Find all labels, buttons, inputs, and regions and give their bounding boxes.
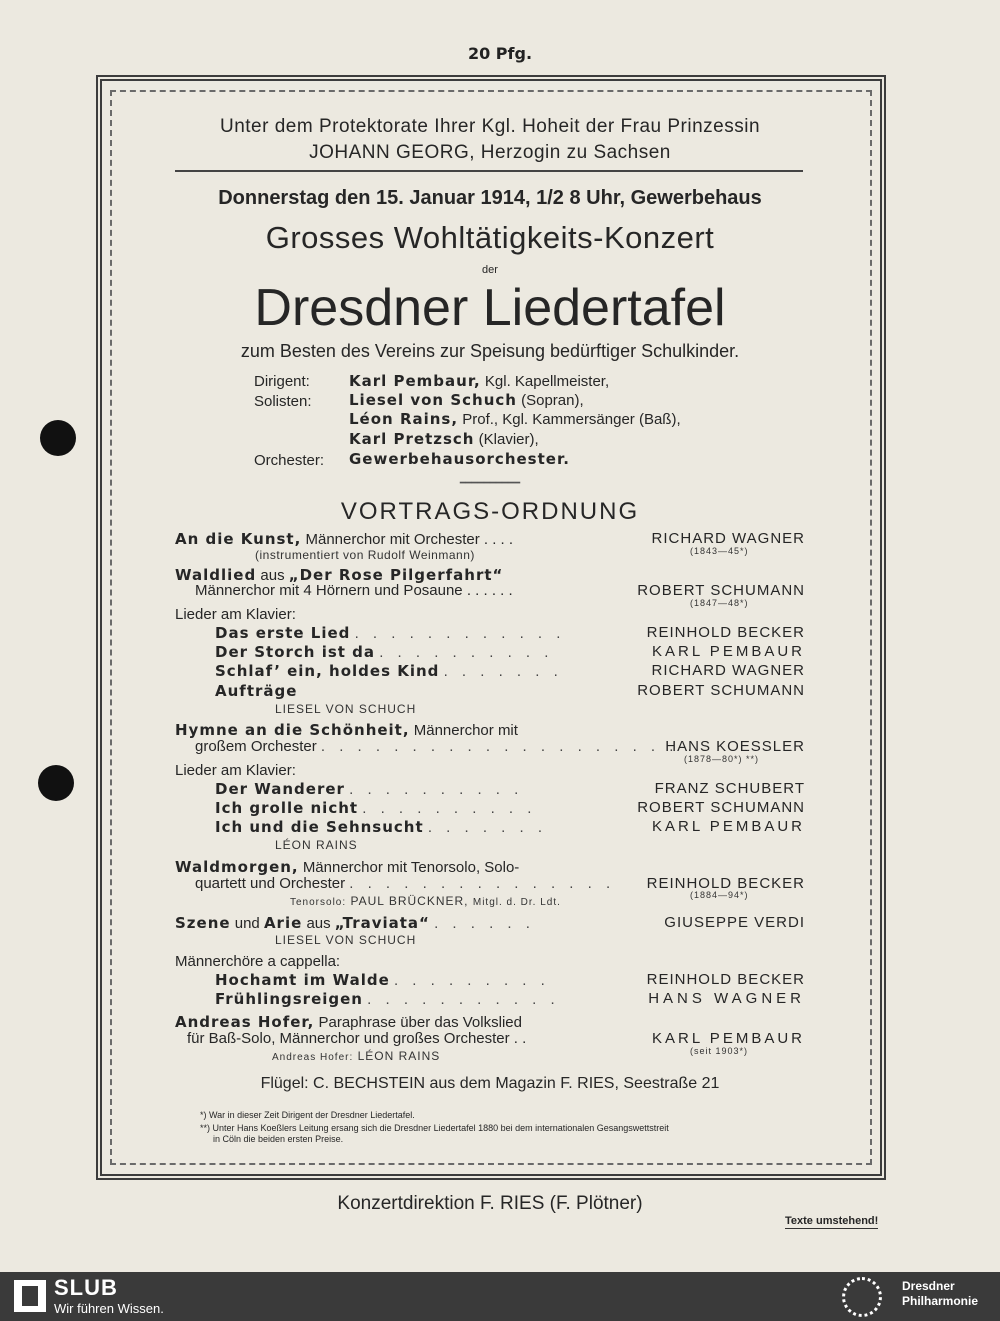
soloist-3-name: Karl Pretzsch xyxy=(349,430,475,448)
song-2c-title: Ich und die Sehnsucht xyxy=(215,818,424,836)
song-2b-dots: . . . . . . . . . . xyxy=(362,800,537,817)
program-item-5-dots: . . . . . . xyxy=(434,915,535,932)
program-item-4-text-2 xyxy=(195,875,615,892)
song-1a xyxy=(175,624,805,644)
song-1a-dots: . . . . . . . . . . . . xyxy=(354,625,566,642)
choir-heading: Männerchöre a cappella: xyxy=(175,953,341,970)
footer-bar xyxy=(0,1272,1000,1321)
soloist-2 xyxy=(349,410,681,428)
punch-hole-top xyxy=(40,420,76,456)
footnote-2a: **) Unter Hans Koeßlers Leitung ersang sich die Dresdner Liedertafel 1880 bei dem internationalen Gesangswettstreit xyxy=(200,1123,669,1133)
choir-2-dots: . . . . . . . . . . . xyxy=(367,991,560,1008)
program-item-6-composer: KARL PEMBAUR xyxy=(652,1030,805,1047)
song-2a-title: Der Wanderer xyxy=(215,780,345,798)
event-line: Donnerstag den 15. Januar 1914, 1/2 8 Uhr, Gewerbehaus xyxy=(218,187,762,209)
program-item-6-years: (seit 1903*) xyxy=(690,1046,749,1056)
texte-note: Texte umstehend! xyxy=(785,1215,879,1227)
ornament-divider: ━━━━━━━━━━ xyxy=(459,478,521,489)
song-2a xyxy=(175,780,805,800)
program-item-2-title: Waldlied xyxy=(175,566,257,584)
song-2a-text xyxy=(215,780,523,798)
program-item-5-composer: GIUSEPPE VERDI xyxy=(664,914,805,931)
singer-2: LÉON RAINS xyxy=(275,838,358,852)
slub-name: SLUB xyxy=(54,1275,118,1300)
program-item-6-desc1: Paraphrase über das Volkslied xyxy=(318,1014,522,1031)
program-item-1-composer: RICHARD WAGNER xyxy=(651,530,805,547)
program-item-4-text xyxy=(175,858,519,876)
song-1d-title xyxy=(215,682,297,700)
song-1c-text xyxy=(215,662,563,680)
tenor-note: Mitgl. d. Dr. Ldt. xyxy=(472,897,561,908)
choir-2-text xyxy=(215,990,560,1008)
song-2b xyxy=(175,799,805,819)
program-item-5-szene: Szene xyxy=(175,914,231,932)
role-label: Andreas Hofer: xyxy=(272,1052,354,1063)
lieder-heading-2: Lieder am Klavier: xyxy=(175,762,296,779)
philharmonie-line-2: Philharmonie xyxy=(902,1294,979,1308)
song-1d xyxy=(175,682,805,702)
program-item-3-text-2 xyxy=(195,738,697,755)
soloist-1-name: Liesel von Schuch xyxy=(349,391,517,409)
song-2b-text xyxy=(215,799,536,817)
dirigent xyxy=(349,372,609,390)
program-item-4-years: (1884—94*) xyxy=(690,890,749,900)
singer-3: LIESEL VON SCHUCH xyxy=(275,933,417,947)
song-2c-dots: . . . . . . . xyxy=(427,819,548,836)
program-item-3-desc1: Männerchor mit xyxy=(413,722,518,739)
patronage-line-1: Unter dem Protektorate Ihrer Kgl. Hoheit der Frau Prinzessin xyxy=(219,116,761,137)
song-1a-text xyxy=(215,624,565,642)
program-heading: VORTRAGS-ORDNUNG xyxy=(340,498,640,525)
philharmonie-line-1: Dresdner xyxy=(902,1279,955,1293)
program-item-4-tenor xyxy=(290,894,561,908)
program-item-3-composer: HANS KOESSLER xyxy=(665,738,805,755)
choir-1-dots: . . . . . . . . . xyxy=(393,972,550,989)
song-2a-dots: . . . . . . . . . . xyxy=(349,781,524,798)
footnote-1: *) War in dieser Zeit Dirigent der Dresdner Liedertafel. xyxy=(200,1110,415,1120)
song-1d-title-text: Aufträge xyxy=(215,682,298,700)
singer-1: LIESEL VON SCHUCH xyxy=(275,702,417,716)
song-1c xyxy=(175,662,805,682)
program-item-5 xyxy=(175,914,805,934)
program-item-3-years: (1878—80*) **) xyxy=(684,754,760,764)
purpose-line: zum Besten des Vereins zur Speisung bedürftiger Schulkinder. xyxy=(240,341,740,361)
program-item-6-title: Andreas Hofer, xyxy=(175,1013,315,1031)
dirigent-name: Karl Pembaur, xyxy=(349,372,481,390)
song-2c xyxy=(175,818,805,838)
program-item-1-title: An die Kunst, xyxy=(175,530,302,548)
soloist-1-role: (Sopran), xyxy=(521,392,584,409)
program-item-4-composer: REINHOLD BECKER xyxy=(646,875,805,892)
song-2b-composer: ROBERT SCHUMANN xyxy=(637,799,805,816)
song-1b-text xyxy=(215,643,553,661)
choir-1-text xyxy=(215,971,550,989)
song-1c-composer: RICHARD WAGNER xyxy=(651,662,805,679)
program-item-2-work: „Der Rose Pilgerfahrt“ xyxy=(288,566,504,584)
piano-line: Flügel: C. BECHSTEIN aus dem Magazin F. RIES, Seestraße 21 xyxy=(260,1075,720,1092)
program-item-4-title: Waldmorgen, xyxy=(175,858,299,876)
program-item-5-arie: Arie xyxy=(263,914,303,932)
patronage-line-2: JOHANN GEORG, Herzogin zu Sachsen xyxy=(309,142,671,163)
song-1d-composer: ROBERT SCHUMANN xyxy=(637,682,805,699)
divider xyxy=(175,170,803,172)
program-item-2-years: (1847—48*) xyxy=(690,598,749,608)
song-1a-title: Das erste Lied xyxy=(215,624,351,642)
song-2a-composer: FRANZ SCHUBERT xyxy=(654,780,805,797)
orchester-name: Gewerbehausorchester. xyxy=(349,450,570,468)
dirigent-role: Kgl. Kapellmeister, xyxy=(484,373,610,390)
song-1b xyxy=(175,643,805,663)
song-2c-text xyxy=(215,818,547,836)
program-item-1-desc: Männerchor mit Orchester . . . . xyxy=(305,531,514,548)
program-item-5-aus: aus xyxy=(306,915,331,932)
program-item-4-desc2: quartett und Orchester xyxy=(195,875,346,892)
soloist-3 xyxy=(349,430,539,448)
song-1b-dots: . . . . . . . . . . xyxy=(379,644,554,661)
program-item-3-title: Hymne an die Schönheit, xyxy=(175,721,410,739)
society-title: Dresdner Liedertafel xyxy=(254,279,726,337)
tenor-name: PAUL BRÜCKNER, xyxy=(350,894,469,908)
program-item-3-text xyxy=(175,721,518,739)
program-item-6-role xyxy=(272,1049,440,1063)
philharmonie-logo-icon xyxy=(842,1277,882,1317)
song-2c-composer: KARL PEMBAUR xyxy=(652,818,805,835)
song-1c-dots: . . . . . . . xyxy=(443,663,563,680)
tenor-label: Tenorsolo: xyxy=(290,897,347,908)
price-label: 20 Pfg. xyxy=(467,44,533,63)
dirigent-label: Dirigent: xyxy=(254,373,310,390)
concert-title: Grosses Wohltätigkeits-Konzert xyxy=(265,220,715,255)
soloist-2-role: Prof., Kgl. Kammersänger (Baß), xyxy=(462,411,681,428)
choir-1-composer: REINHOLD BECKER xyxy=(646,971,805,988)
orchester-label: Orchester: xyxy=(254,452,325,469)
program-item-5-text xyxy=(175,914,535,932)
program-item-2-desc: Männerchor mit 4 Hörnern und Posaune . . . . . . xyxy=(195,582,513,599)
slub-logo-icon xyxy=(14,1280,46,1312)
slub-slogan: Wir führen Wissen. xyxy=(54,1301,164,1316)
program-item-5-work: „Traviata“ xyxy=(334,914,430,932)
soloist-2-name: Léon Rains, xyxy=(349,410,459,428)
choir-1 xyxy=(175,971,805,991)
program-item-2-composer: ROBERT SCHUMANN xyxy=(637,582,805,599)
footnote-2b: in Cöln die beiden ersten Preise. xyxy=(213,1134,344,1144)
role-singer: LÉON RAINS xyxy=(357,1049,441,1063)
program-item-1-text xyxy=(175,530,513,548)
choir-2-title: Frühlingsreigen xyxy=(215,990,363,1008)
management-line: Konzertdirektion F. RIES (F. Plötner) xyxy=(337,1193,643,1214)
song-1a-composer: REINHOLD BECKER xyxy=(646,624,805,641)
der-label: der xyxy=(482,264,498,276)
punch-hole-bottom xyxy=(38,765,74,801)
program-item-6-desc2: für Baß-Solo, Männerchor und großes Orchester . . xyxy=(187,1030,527,1047)
program-item-3-desc2: großem Orchester xyxy=(195,738,317,755)
program-item-5-und: und xyxy=(234,915,260,932)
soloist-3-role: (Klavier), xyxy=(478,431,539,448)
soloist-1 xyxy=(349,391,584,409)
song-2b-title: Ich grolle nicht xyxy=(215,799,359,817)
program-item-3-dots: . . . . . . . . . . . . . . . . . . . . . xyxy=(320,738,697,755)
program-item-1-note: (instrumentiert von Rudolf Weinmann) xyxy=(255,548,475,562)
program-item-4-dots: . . . . . . . . . . . . . . . xyxy=(349,875,616,892)
choir-2-composer: HANS WAGNER xyxy=(648,990,805,1007)
program-item-2-aus: aus xyxy=(260,567,285,584)
song-1c-title: Schlaf’ ein, holdes Kind xyxy=(215,662,440,680)
song-1b-composer: KARL PEMBAUR xyxy=(652,643,805,660)
song-1b-title: Der Storch ist da xyxy=(215,643,376,661)
choir-2 xyxy=(175,990,805,1010)
choir-1-title: Hochamt im Walde xyxy=(215,971,390,989)
program-item-6-text xyxy=(175,1013,522,1031)
lieder-heading-1: Lieder am Klavier: xyxy=(175,606,296,623)
program-item-1-years: (1843—45*) xyxy=(690,546,749,556)
program-item-4-desc1: Männerchor mit Tenorsolo, Solo- xyxy=(302,859,520,876)
solisten-label: Solisten: xyxy=(254,393,312,410)
